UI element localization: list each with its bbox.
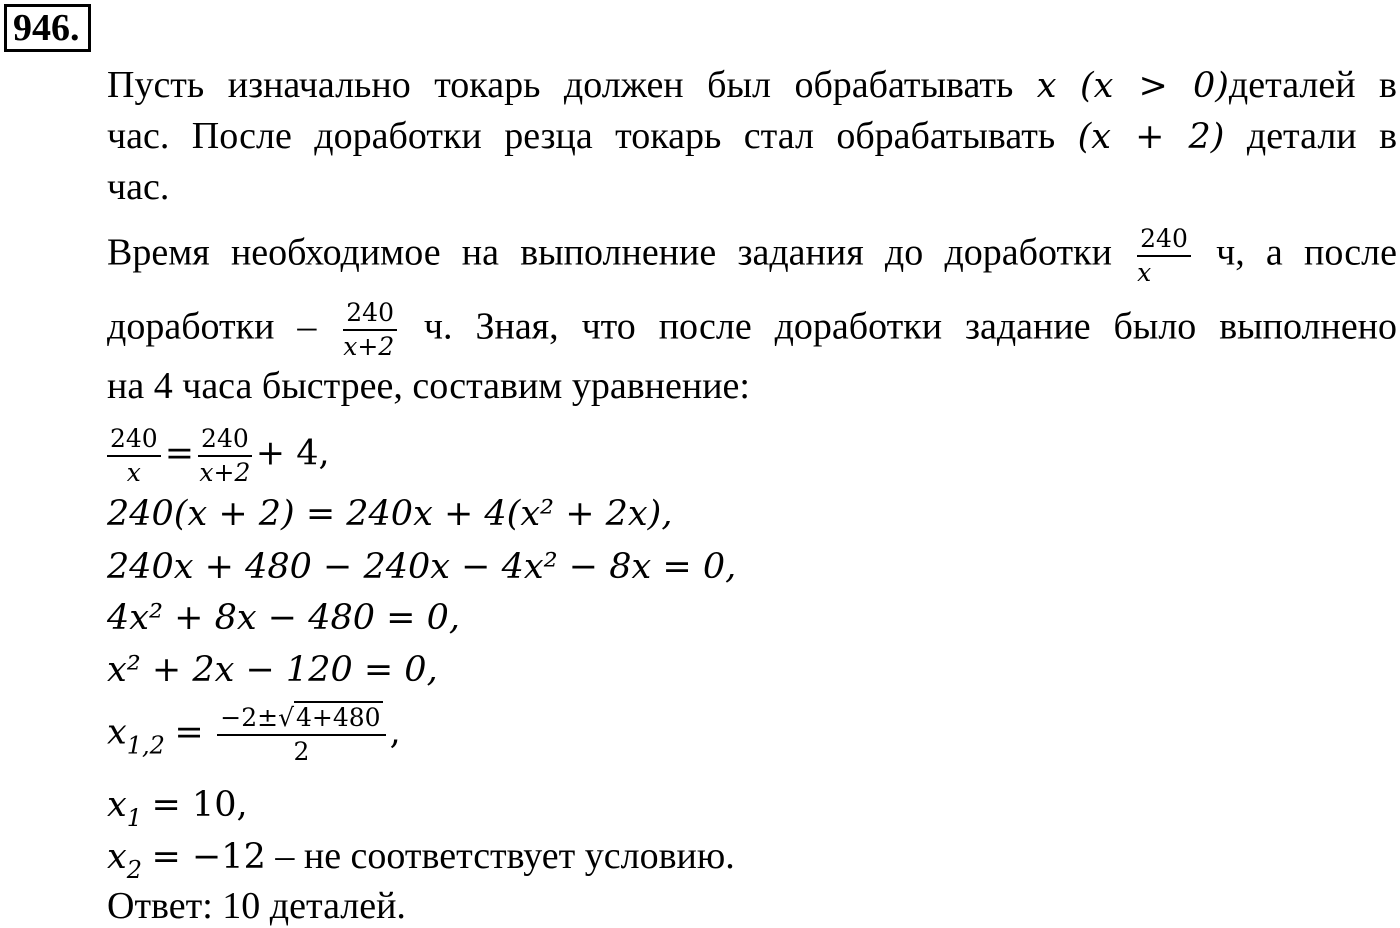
subscript: 2 xyxy=(126,856,143,884)
text: деталей в xyxy=(1228,64,1397,106)
math-expression: (x + 2) xyxy=(1077,117,1225,157)
quadratic-formula-fraction xyxy=(217,704,385,766)
denominator: x+2 xyxy=(199,458,251,487)
fraction-240-over-x-plus-2 xyxy=(343,299,397,361)
numerator: 240 xyxy=(198,425,252,457)
equation-tail: , xyxy=(389,712,401,753)
fraction-lhs xyxy=(107,425,161,487)
text: ч, а после xyxy=(1216,231,1398,274)
equals-sign: = xyxy=(164,433,195,474)
answer: Ответ: 10 деталей. xyxy=(107,885,406,927)
equation-5: x² + 2x − 120 = 0, xyxy=(107,650,438,690)
denominator: x xyxy=(1137,258,1152,287)
denominator: x xyxy=(126,458,141,487)
variable: x xyxy=(107,785,127,825)
text: – не соответствует условию. xyxy=(275,835,735,877)
text: Пусть изначально токарь должен был обрабатывать xyxy=(107,64,1014,106)
paragraph1-line2 xyxy=(107,114,1397,159)
equation-6 xyxy=(107,704,401,766)
text: ч. Зная, что после доработки задание было выполнено xyxy=(423,305,1398,348)
fraction-240-over-x xyxy=(1137,225,1191,287)
equation-8 xyxy=(107,834,735,884)
variable: x xyxy=(107,712,127,753)
numerator: 240 xyxy=(343,299,397,331)
equation-tail: + 4, xyxy=(255,433,330,474)
text: доработки – xyxy=(107,305,317,348)
text: Время необходимое на выполнение задания до доработки xyxy=(107,231,1112,274)
equation-2: 240(x + 2) = 240x + 4(x² + 2x), xyxy=(107,494,673,534)
problem-number: 946. xyxy=(4,4,91,52)
math-var: x xyxy=(1036,66,1057,106)
equation-3: 240x + 480 − 240x − 4x² − 8x = 0, xyxy=(107,547,737,587)
math-condition: (x > 0) xyxy=(1080,66,1229,106)
paragraph2-line3: на 4 часа быстрее, составим уравнение: xyxy=(107,365,750,407)
text: детали в xyxy=(1246,115,1398,157)
numerator xyxy=(217,704,385,736)
numerator-part: −2± xyxy=(220,703,279,732)
variable: x xyxy=(107,837,127,877)
subscript: 1,2 xyxy=(126,731,165,760)
equation-rhs: = −12 xyxy=(151,837,266,877)
numerator: 240 xyxy=(107,425,161,457)
denominator: 2 xyxy=(293,737,310,766)
numerator: 240 xyxy=(1137,225,1191,257)
equation-rhs: = 10, xyxy=(151,785,248,825)
equals-sign: = xyxy=(174,712,204,753)
equation-7 xyxy=(107,782,248,832)
sqrt-icon: √ xyxy=(278,703,294,732)
equation-1 xyxy=(107,425,330,487)
denominator: x+2 xyxy=(343,332,395,361)
paragraph2-line1 xyxy=(107,225,1397,287)
text: час. После доработки резца токарь стал обрабатывать xyxy=(107,115,1056,157)
radicand: 4+480 xyxy=(296,703,381,732)
fraction-rhs xyxy=(198,425,252,487)
paragraph2-line2 xyxy=(107,299,1397,361)
subscript: 1 xyxy=(126,804,143,832)
paragraph1-line1 xyxy=(107,63,1397,108)
paragraph1-line3: час. xyxy=(107,166,170,208)
equation-4: 4x² + 8x − 480 = 0, xyxy=(107,598,460,638)
